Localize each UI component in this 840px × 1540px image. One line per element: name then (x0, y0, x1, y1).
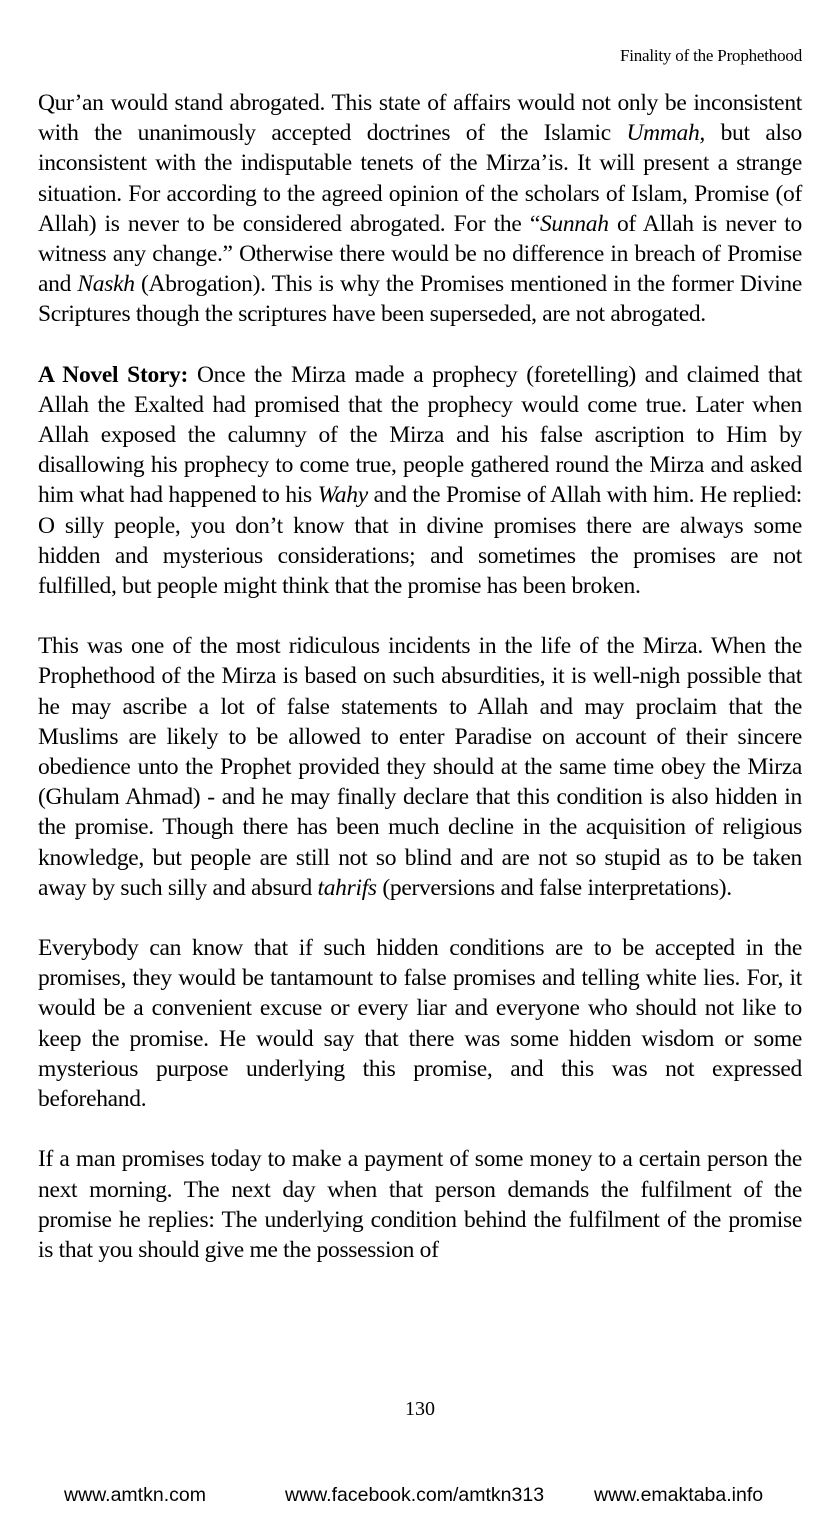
section-heading: A Novel Story: (38, 361, 189, 388)
text-run: but also inconsistent with the indisputable tenets of the Mirza’is. It will present a strange situation. For according to the agreed opinion of the scholars of Islam, Promise (of Allah) is never to be considered abrogated. For the “ (38, 120, 802, 237)
text-run: and the Promise of Allah with him. He replied: O silly people, you don’t know that in divine promises there are always some hidden and mysterious considerations; and sometimes the promises are not fulfilled, but people might think that the promise has been broken. (38, 482, 802, 600)
text-run: of Allah is never to witness any change.” Otherwise there would be no difference in breach of Promise and (38, 210, 802, 298)
paragraph (38, 933, 802, 1114)
italic-term: Wahy (317, 482, 368, 509)
italic-term: Naskh (77, 271, 135, 298)
text-run: If a man promises today to make a payment of some money to a certain person the next morning. The next day when that person demands the fulfilment of the promise he replies: The underlying condition behind the fulfilment of the promise is that you should give me the possession of (38, 1146, 802, 1263)
footer-link-emaktaba[interactable]: www.emaktaba.info (594, 1484, 764, 1506)
italic-term: Ummah, (626, 120, 705, 147)
text-run: (Abrogation). This is why the Promises mentioned in the former Divine Scriptures though the scriptures have been superseded, are not abrogated. (38, 271, 803, 328)
paragraph (38, 1144, 802, 1265)
text-run: Qur’an would stand abrogated. This state of affairs would not only be inconsistent with the unanimously accepted doctrines of the Islamic (38, 90, 802, 147)
footer-link-facebook[interactable]: www.facebook.com/amtkn313 (285, 1484, 545, 1506)
italic-term: Sunnah (539, 210, 609, 237)
text-run: This was one of the most ridiculous incidents in the life of the Mirza. When the Prophethood of the Mirza is based on such absurdities, it is well-nigh possible that he may ascribe a lot of false statements to Allah and may proclaim that the Muslims are likely to be allowed to enter Paradise on account of their sincere obedience unto the Prophet provided they should at the same time obey the Mirza (Ghulam Ahmad) - and he may finally declare that this condition is also hidden in the promise. Though there has been much decline in the acquisition of religious knowledge, but people are still not so blind and are not so stupid as to be taken away by such silly and absurd (38, 633, 802, 901)
footer-link-website[interactable]: www.amtkn.com (64, 1484, 206, 1506)
paragraph (38, 88, 802, 330)
paragraph (38, 631, 802, 903)
running-header: Finality of the Prophethood (619, 46, 802, 65)
text-run: Once the Mirza made a prophecy (foretelling) and claimed that Allah the Exalted had promised that the prophecy would come true. Later when Allah exposed the calumny of the Mirza and his false ascription to Him by disallowing his prophecy to come true, people gathered round the Mirza and asked him what had happened to his (38, 361, 802, 509)
paragraph (38, 360, 802, 602)
text-run: (perversions and false interpretations). (376, 874, 732, 901)
page-body (38, 88, 802, 1265)
page-number: 130 (405, 1398, 435, 1420)
italic-term: tahrifs (317, 874, 377, 901)
text-run: Everybody can know that if such hidden conditions are to be accepted in the promises, they would be tantamount to false promises and telling white lies. For, it would be a convenient excuse or every liar and everyone who should not like to keep the promise. He would say that there was some hidden wisdom or some mysterious purpose underlying this promise, and this was not expressed beforehand. (38, 935, 802, 1113)
